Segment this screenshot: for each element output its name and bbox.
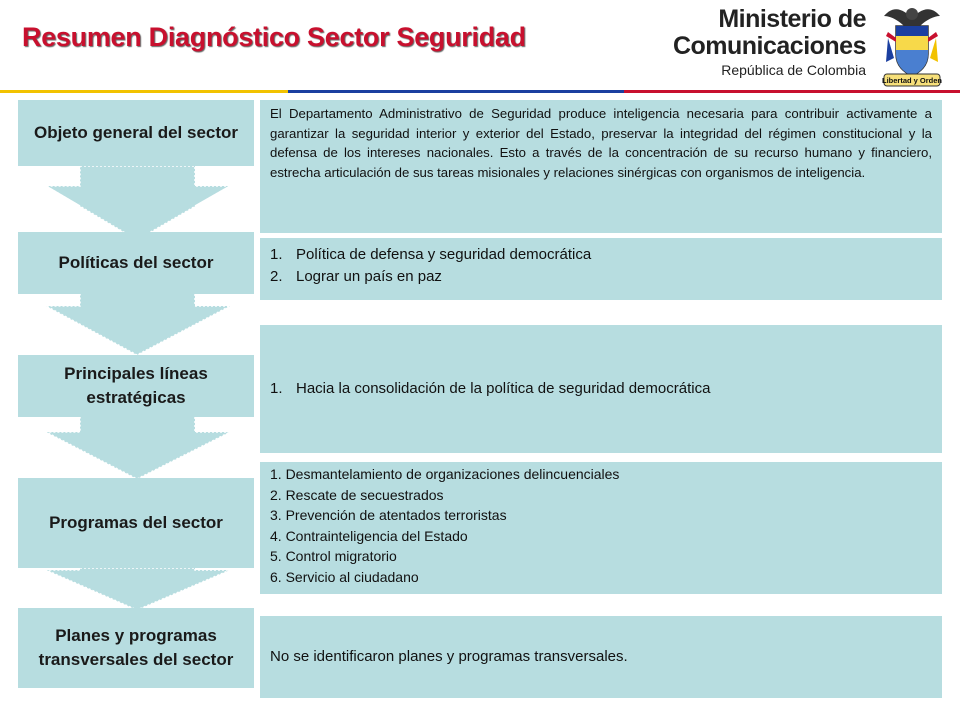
programa-item: 2. Rescate de secuestrados — [270, 486, 444, 503]
box-programas — [260, 462, 942, 594]
linea-item-1: Hacia la consolidación de la política de seguridad democrática — [296, 380, 711, 397]
ministry-line2: Comunicaciones — [672, 32, 866, 60]
programa-item: 1. Desmantelamiento de organizaciones delincuenciales — [270, 466, 620, 482]
coat-of-arms-icon — [874, 2, 950, 90]
label-objeto-general — [18, 100, 254, 166]
objeto-general-text: El Departamento Administrativo de Seguridad produce inteligencia necesaria para contribuir activamente a garantizar la seguridad interior y exterior del Estado, preservar la integridad del régimen constitucional y la defensa de los intereses nacionales. Esto a través de la concentración de su recurso humano y financiero, estrecha articulación de sus tareas misionales y relaciones sinérgicas con organismos de inteligencia. — [270, 106, 932, 180]
label-programas — [18, 478, 254, 568]
crest-motto: Libertad y Orden — [881, 76, 943, 85]
label-objeto-general-text: Objeto general del sector — [33, 123, 239, 142]
politica-item-2: Lograr un país en paz — [296, 268, 442, 285]
label-transversales-text: Planes y programas transversales del sector — [38, 626, 234, 669]
programa-item: 3. Prevención de atentados terroristas — [270, 507, 507, 524]
list-item: 1. Política de defensa y seguridad democrática — [270, 244, 932, 266]
label-transversales — [18, 608, 254, 688]
label-lineas-text: Principales líneas estratégicas — [64, 364, 208, 407]
box-transversales — [260, 616, 942, 698]
programa-item: 5. Control migratorio — [270, 548, 397, 565]
label-politicas — [18, 232, 254, 294]
label-lineas-estrategicas — [18, 355, 254, 417]
arrow-3 — [46, 416, 230, 479]
politica-item-1: Política de defensa y seguridad democrática — [296, 246, 592, 263]
transversales-text: No se identificaron planes y programas transversales. — [270, 648, 628, 665]
ministry-line1: Ministerio de — [718, 5, 866, 33]
ministry-logo-text — [673, 6, 866, 78]
programa-item: 4. Contrainteligencia del Estado — [270, 527, 468, 544]
ministry-line3: República de Colombia — [721, 62, 866, 78]
list-item: 1. Hacia la consolidación de la política de seguridad democrática — [270, 378, 710, 400]
page-title: Resumen Diagnóstico Sector Seguridad — [22, 22, 526, 52]
list-item: 2. Lograr un país en paz — [270, 266, 932, 288]
programa-item: 6. Servicio al ciudadano — [270, 568, 419, 585]
box-lineas-estrategicas — [260, 325, 942, 453]
label-programas-text: Programas del sector — [49, 513, 223, 532]
box-objeto-general — [260, 100, 942, 233]
box-politicas — [260, 238, 942, 300]
label-politicas-text: Políticas del sector — [58, 253, 214, 272]
arrow-2 — [46, 293, 230, 355]
arrow-4 — [46, 568, 230, 610]
